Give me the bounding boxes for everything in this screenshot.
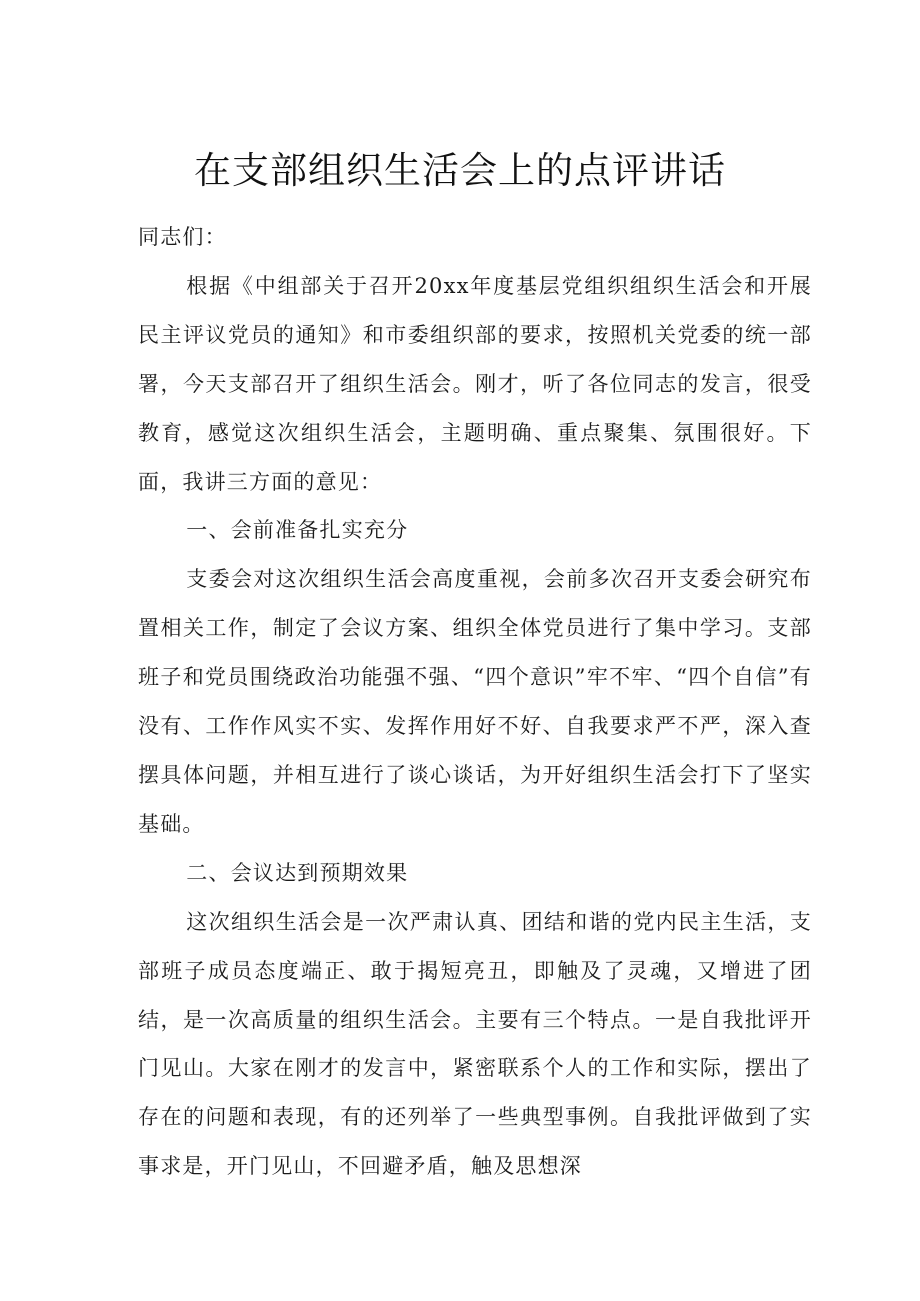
paragraph-intro: 根据《中组部关于召开20xx年度基层党组织组织生活会和开展民主评议党员的通知》和市委组织部的要求，按照机关党委的统一部署，今天支部召开了组织生活会。刚才，听了各位同志的发言，很受教育，感觉这次组织生活会，主题明确、重点聚集、氛围很好。下面，我讲三方面的意见： <box>138 273 812 494</box>
salutation: 同志们： <box>138 225 227 249</box>
document-title: 在支部组织生活会上的点评讲话 <box>194 149 726 192</box>
section-heading-2: 二、会议达到预期效果 <box>186 860 409 885</box>
section-heading-1: 一、会前准备扎实充分 <box>186 518 409 543</box>
paragraph-section-2: 这次组织生活会是一次严肃认真、团结和谐的党内民主生活，支部班子成员态度端正、敢于揭短亮丑，即触及了灵魂，又增进了团结，是一次高质量的组织生活会。主要有三个特点。一是自我批评开门见山。大家在刚才的发言中，紧密联系个人的工作和实际，摆出了存在的问题和表现，有的还列举了一些典型事例。自我批评做到了实事求是，开门见山，不回避矛盾，触及思想深 <box>138 909 812 1179</box>
document-body <box>138 213 812 1191</box>
paragraph-section-1: 支委会对这次组织生活会高度重视，会前多次召开支委会研究布置相关工作，制定了会议方案、组织全体党员进行了集中学习。支部班子和党员围绕政治功能强不强、“四个意识”牢不牢、“四个自信”有没有、工作作风实不实、发挥作用好不好、自我要求严不严，深入查摆具体问题，并相互进行了谈心谈话，为开好组织生活会打下了坚实基础。 <box>138 567 812 836</box>
